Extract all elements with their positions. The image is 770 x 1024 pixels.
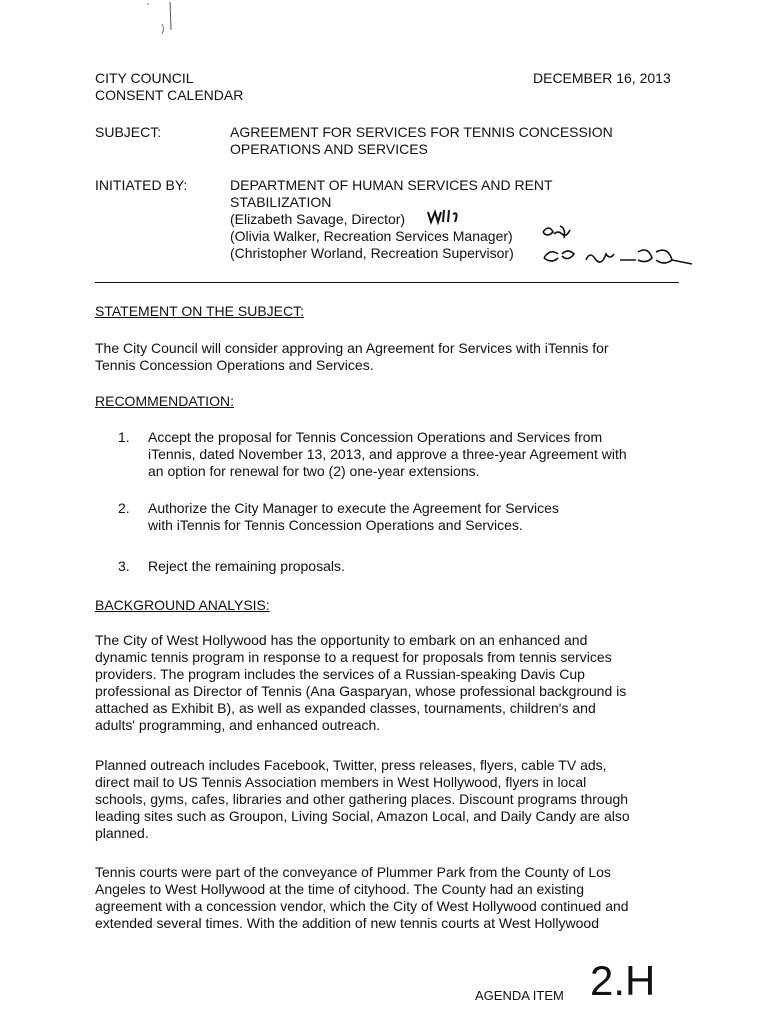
background-heading: BACKGROUND ANALYSIS: (95, 597, 270, 613)
item-number: 3. (118, 558, 130, 574)
signature-3 (540, 244, 696, 272)
item-line: with iTennis for Tennis Concession Operations and Services. (148, 517, 523, 533)
signature-initials-1 (425, 206, 465, 226)
para-line: Tennis courts were part of the conveyance of Plummer Park from the County of Los (95, 864, 611, 880)
subject-text (230, 124, 613, 158)
item-line: Accept the proposal for Tennis Concession Operations and Services from (148, 429, 603, 445)
org-line-1: CITY COUNCIL (95, 70, 194, 86)
para-line: adults' programming, and enhanced outreach. (95, 717, 381, 733)
statement-line-2: Tennis Concession Operations and Services. (95, 357, 374, 373)
para-line: professional as Director of Tennis (Ana Gasparyan, whose professional background is (95, 683, 627, 699)
para-line: direct mail to US Tennis Association members in West Hollywood, flyers in local (95, 774, 587, 790)
header-org (95, 70, 243, 104)
para-line: extended several times. With the addition of new tennis courts at West Hollywood (95, 915, 599, 931)
background-paragraph-1 (95, 632, 685, 734)
para-line: Angeles to West Hollywood at the time of cityhood. The County had an existing (95, 881, 584, 897)
org-line-2: CONSENT CALENDAR (95, 87, 244, 103)
item-number: 1. (118, 429, 130, 445)
item-line: an option for renewal for two (2) one-year extensions. (148, 463, 480, 479)
agenda-item-label: AGENDA ITEM (475, 988, 564, 1003)
initiated-block (230, 177, 553, 262)
para-line: schools, gyms, cafes, libraries and other gathering places. Discount programs through (95, 791, 629, 807)
item-line: Reject the remaining proposals. (148, 558, 345, 574)
para-line: attached as Exhibit B), as well as expanded classes, tournaments, children's and (95, 700, 596, 716)
para-line: dynamic tennis program in response to a request for proposals from tennis services (95, 649, 612, 665)
para-line: agreement with a concession vendor, which the City of West Hollywood continued and (95, 898, 629, 914)
scan-mark (140, 0, 180, 40)
item-text (148, 500, 688, 534)
para-line: leading sites such as Groupon, Living Social, Amazon Local, and Daily Candy are also (95, 808, 630, 824)
signature-initials-2 (540, 222, 576, 244)
background-paragraph-3 (95, 864, 685, 932)
statement-body (95, 340, 685, 374)
agenda-item-number: 2.H (590, 957, 656, 1004)
item-text (148, 429, 688, 480)
initiated-label: INITIATED BY: (95, 177, 188, 193)
item-line: Authorize the City Manager to execute the Agreement for Services (148, 500, 559, 516)
background-paragraph-2 (95, 757, 685, 842)
subject-line-2: OPERATIONS AND SERVICES (230, 141, 428, 157)
item-number: 2. (118, 500, 130, 516)
header-date: DECEMBER 16, 2013 (533, 70, 671, 86)
para-line: Planned outreach includes Facebook, Twitter, press releases, flyers, cable TV ads, (95, 757, 607, 773)
dept-line-1: DEPARTMENT OF HUMAN SERVICES AND RENT (230, 177, 553, 193)
item-text (148, 558, 688, 575)
person-3: (Christopher Worland, Recreation Supervisor) (230, 245, 514, 261)
person-2: (Olivia Walker, Recreation Services Manager) (230, 228, 513, 244)
statement-line-1: The City Council will consider approving an Agreement for Services with iTennis for (95, 340, 609, 356)
item-line: iTennis, dated November 13, 2013, and approve a three-year Agreement with (148, 446, 627, 462)
para-line: The City of West Hollywood has the opportunity to embark on an enhanced and (95, 632, 588, 648)
dept-line-2: STABILIZATION (230, 194, 332, 210)
recommendation-heading: RECOMMENDATION: (95, 393, 234, 409)
person-1: (Elizabeth Savage, Director) (230, 211, 406, 227)
divider (95, 282, 679, 283)
statement-heading: STATEMENT ON THE SUBJECT: (95, 303, 304, 319)
subject-line-1: AGREEMENT FOR SERVICES FOR TENNIS CONCESSION (230, 124, 613, 140)
para-line: providers. The program includes the services of a Russian-speaking Davis Cup (95, 666, 585, 682)
para-line: planned. (95, 825, 149, 841)
subject-label: SUBJECT: (95, 124, 162, 140)
